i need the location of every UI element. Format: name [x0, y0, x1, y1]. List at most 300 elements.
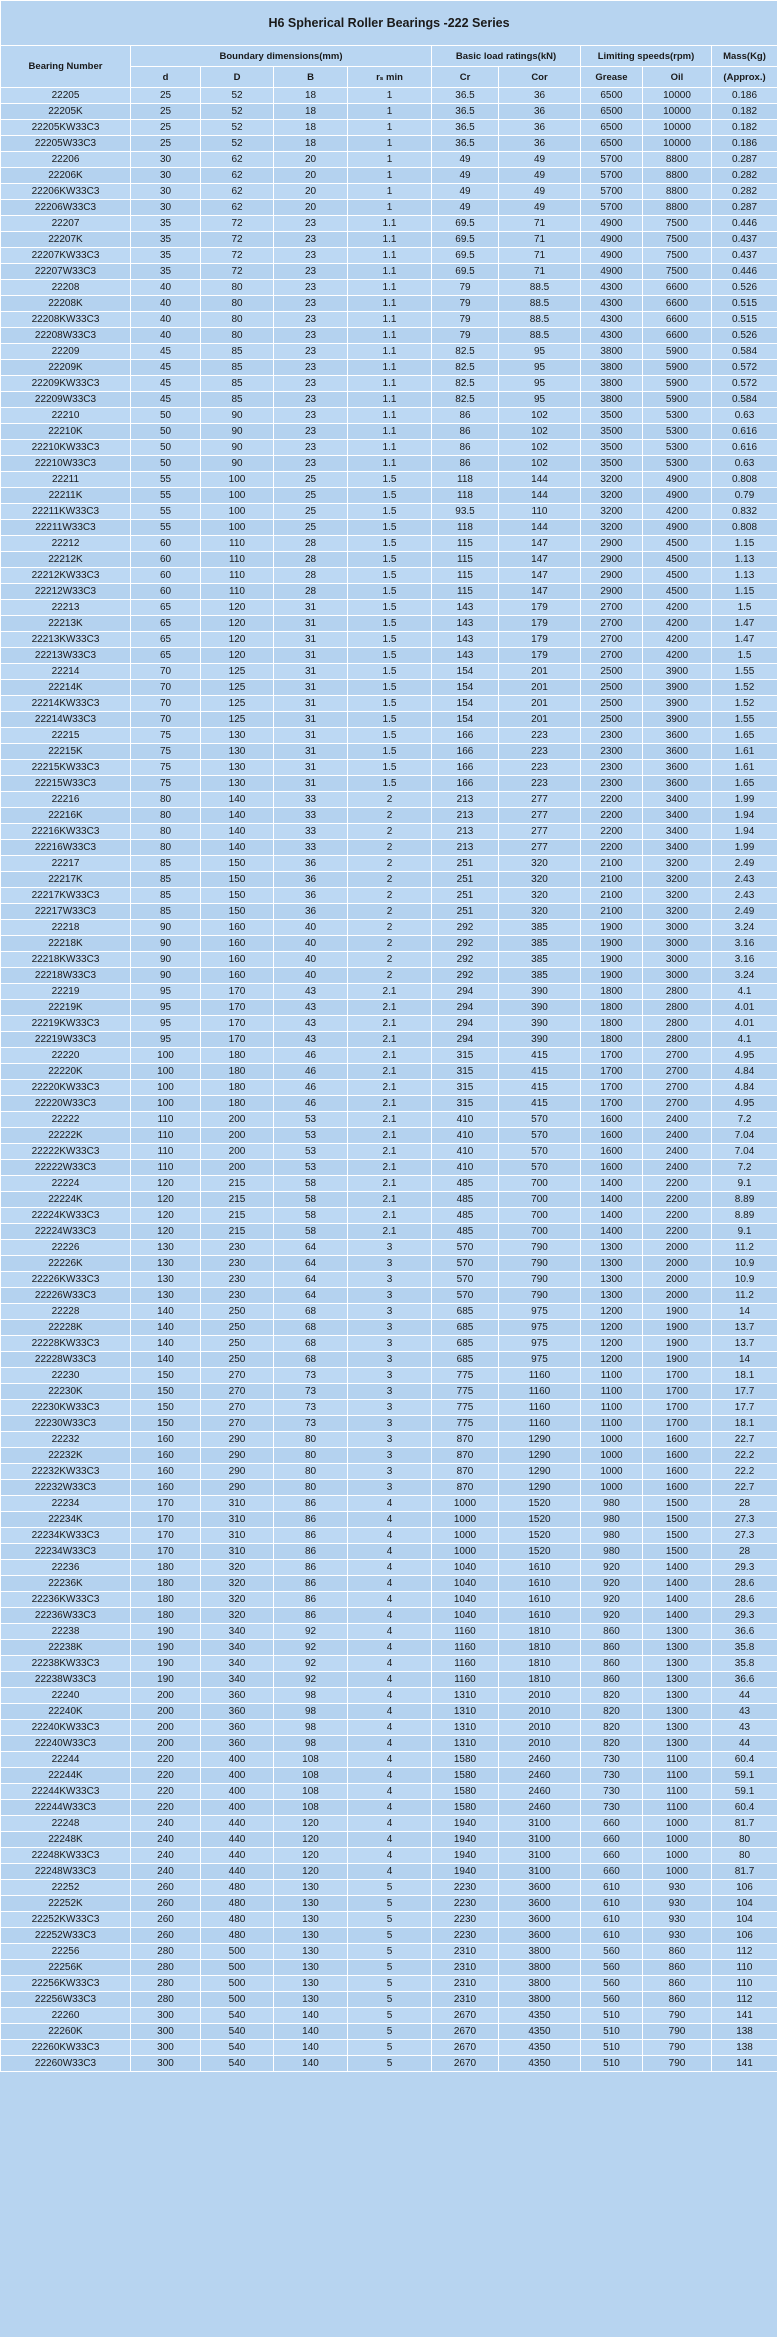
cell-width-b: 98: [274, 1688, 348, 1704]
cell-outer-diameter: 170: [201, 1016, 274, 1032]
cell-oil-speed: 1900: [643, 1336, 712, 1352]
cell-bore-d: 200: [131, 1704, 201, 1720]
cell-outer-diameter: 215: [201, 1208, 274, 1224]
table-row: [1, 696, 777, 712]
cell-cr: 213: [432, 840, 499, 856]
cell-oil-speed: 8800: [643, 168, 712, 184]
cell-outer-diameter: 120: [201, 648, 274, 664]
cell-cor: 1610: [499, 1576, 581, 1592]
cell-oil-speed: 860: [643, 1976, 712, 1992]
table-row: [1, 600, 777, 616]
cell-width-b: 40: [274, 968, 348, 984]
cell-mass: 1.52: [712, 696, 777, 712]
cell-grease-speed: 1300: [581, 1272, 643, 1288]
cell-rs-min: 4: [348, 1832, 432, 1848]
cell-mass: 2.43: [712, 872, 777, 888]
cell-rs-min: 4: [348, 1736, 432, 1752]
cell-mass: 0.808: [712, 520, 777, 536]
cell-cor: 2460: [499, 1784, 581, 1800]
cell-cor: 1290: [499, 1448, 581, 1464]
cell-width-b: 80: [274, 1480, 348, 1496]
cell-cor: 102: [499, 440, 581, 456]
cell-mass: 22.2: [712, 1448, 777, 1464]
cell-grease-speed: 3800: [581, 360, 643, 376]
cell-outer-diameter: 90: [201, 440, 274, 456]
cell-bore-d: 280: [131, 1992, 201, 2008]
cell-cor: 975: [499, 1320, 581, 1336]
cell-cor: 390: [499, 1032, 581, 1048]
cell-grease-speed: 1800: [581, 984, 643, 1000]
cell-oil-speed: 10000: [643, 88, 712, 104]
cell-bearing-number: 22220K: [1, 1064, 131, 1080]
table-row: [1, 1752, 777, 1768]
cell-cor: 1160: [499, 1400, 581, 1416]
cell-rs-min: 4: [348, 1624, 432, 1640]
table-row: [1, 968, 777, 984]
cell-oil-speed: 2000: [643, 1256, 712, 1272]
cell-oil-speed: 10000: [643, 104, 712, 120]
cell-mass: 1.55: [712, 712, 777, 728]
cell-bore-d: 90: [131, 920, 201, 936]
cell-rs-min: 2.1: [348, 1096, 432, 1112]
cell-width-b: 130: [274, 1880, 348, 1896]
cell-outer-diameter: 80: [201, 328, 274, 344]
cell-rs-min: 1.5: [348, 728, 432, 744]
cell-bearing-number: 22217K: [1, 872, 131, 888]
cell-rs-min: 1: [348, 168, 432, 184]
cell-oil-speed: 1400: [643, 1608, 712, 1624]
cell-bore-d: 85: [131, 856, 201, 872]
cell-outer-diameter: 130: [201, 776, 274, 792]
table-row: [1, 776, 777, 792]
cell-bearing-number: 22209W33C3: [1, 392, 131, 408]
cell-width-b: 46: [274, 1064, 348, 1080]
table-row: [1, 1816, 777, 1832]
cell-bearing-number: 22236: [1, 1560, 131, 1576]
cell-oil-speed: 3400: [643, 808, 712, 824]
cell-cor: 223: [499, 776, 581, 792]
cell-outer-diameter: 80: [201, 312, 274, 328]
cell-bore-d: 160: [131, 1432, 201, 1448]
cell-rs-min: 1.5: [348, 632, 432, 648]
cell-rs-min: 4: [348, 1592, 432, 1608]
cell-grease-speed: 1600: [581, 1128, 643, 1144]
cell-cr: 2670: [432, 2008, 499, 2024]
cell-cr: 2230: [432, 1912, 499, 1928]
cell-rs-min: 1.5: [348, 520, 432, 536]
cell-mass: 0.282: [712, 184, 777, 200]
cell-outer-diameter: 80: [201, 280, 274, 296]
cell-outer-diameter: 320: [201, 1576, 274, 1592]
cell-bearing-number: 22209K: [1, 360, 131, 376]
cell-rs-min: 3: [348, 1336, 432, 1352]
cell-mass: 35.8: [712, 1640, 777, 1656]
cell-grease-speed: 6500: [581, 136, 643, 152]
cell-rs-min: 3: [348, 1320, 432, 1336]
cell-cr: 294: [432, 1032, 499, 1048]
cell-bore-d: 150: [131, 1400, 201, 1416]
cell-rs-min: 4: [348, 1800, 432, 1816]
cell-rs-min: 4: [348, 1640, 432, 1656]
cell-bore-d: 40: [131, 328, 201, 344]
cell-oil-speed: 1300: [643, 1736, 712, 1752]
cell-outer-diameter: 400: [201, 1800, 274, 1816]
cell-rs-min: 1.1: [348, 248, 432, 264]
cell-width-b: 53: [274, 1112, 348, 1128]
table-row: [1, 1272, 777, 1288]
cell-outer-diameter: 170: [201, 1000, 274, 1016]
cell-cr: 2310: [432, 1992, 499, 2008]
cell-width-b: 31: [274, 696, 348, 712]
cell-rs-min: 4: [348, 1496, 432, 1512]
cell-mass: 112: [712, 1992, 777, 2008]
cell-cr: 143: [432, 632, 499, 648]
cell-rs-min: 1.5: [348, 504, 432, 520]
cell-bearing-number: 22240: [1, 1688, 131, 1704]
cell-cor: 415: [499, 1096, 581, 1112]
cell-oil-speed: 1900: [643, 1304, 712, 1320]
table-row: [1, 2024, 777, 2040]
cell-grease-speed: 1100: [581, 1384, 643, 1400]
table-row: [1, 1144, 777, 1160]
cell-grease-speed: 3200: [581, 520, 643, 536]
cell-outer-diameter: 200: [201, 1160, 274, 1176]
cell-bore-d: 120: [131, 1224, 201, 1240]
cell-oil-speed: 3600: [643, 760, 712, 776]
cell-width-b: 80: [274, 1464, 348, 1480]
cell-rs-min: 2.1: [348, 1208, 432, 1224]
cell-outer-diameter: 160: [201, 968, 274, 984]
cell-cr: 36.5: [432, 120, 499, 136]
cell-bearing-number: 22216W33C3: [1, 840, 131, 856]
cell-cr: 86: [432, 456, 499, 472]
cell-rs-min: 2.1: [348, 1112, 432, 1128]
cell-width-b: 18: [274, 104, 348, 120]
cell-grease-speed: 5700: [581, 168, 643, 184]
cell-outer-diameter: 72: [201, 232, 274, 248]
cell-cr: 143: [432, 648, 499, 664]
cell-width-b: 31: [274, 776, 348, 792]
cell-mass: 1.15: [712, 536, 777, 552]
cell-width-b: 86: [274, 1512, 348, 1528]
cell-cr: 251: [432, 856, 499, 872]
cell-rs-min: 1.5: [348, 584, 432, 600]
cell-grease-speed: 610: [581, 1912, 643, 1928]
table-row: [1, 824, 777, 840]
cell-rs-min: 1: [348, 104, 432, 120]
cell-grease-speed: 3500: [581, 424, 643, 440]
cell-cor: 102: [499, 424, 581, 440]
cell-cr: 775: [432, 1416, 499, 1432]
cell-bearing-number: 22238KW33C3: [1, 1656, 131, 1672]
cell-bore-d: 35: [131, 264, 201, 280]
cell-oil-speed: 3000: [643, 936, 712, 952]
cell-bearing-number: 22234KW33C3: [1, 1528, 131, 1544]
cell-width-b: 53: [274, 1160, 348, 1176]
cell-cr: 315: [432, 1064, 499, 1080]
cell-cr: 1940: [432, 1816, 499, 1832]
cell-rs-min: 2.1: [348, 1080, 432, 1096]
cell-cr: 485: [432, 1176, 499, 1192]
cell-oil-speed: 3000: [643, 952, 712, 968]
cell-cr: 69.5: [432, 264, 499, 280]
table-row: [1, 632, 777, 648]
cell-rs-min: 5: [348, 1896, 432, 1912]
cell-oil-speed: 3600: [643, 776, 712, 792]
cell-bore-d: 130: [131, 1240, 201, 1256]
cell-cor: 88.5: [499, 312, 581, 328]
cell-oil-speed: 1000: [643, 1832, 712, 1848]
cell-outer-diameter: 62: [201, 200, 274, 216]
cell-rs-min: 3: [348, 1464, 432, 1480]
cell-oil-speed: 2400: [643, 1144, 712, 1160]
cell-bearing-number: 22218K: [1, 936, 131, 952]
cell-grease-speed: 2700: [581, 648, 643, 664]
cell-oil-speed: 10000: [643, 136, 712, 152]
cell-bearing-number: 22230K: [1, 1384, 131, 1400]
cell-bearing-number: 22230W33C3: [1, 1416, 131, 1432]
cell-outer-diameter: 140: [201, 840, 274, 856]
cell-bearing-number: 22236K: [1, 1576, 131, 1592]
cell-outer-diameter: 125: [201, 712, 274, 728]
table-row: [1, 1400, 777, 1416]
cell-cor: 790: [499, 1240, 581, 1256]
cell-cr: 118: [432, 472, 499, 488]
cell-bearing-number: 22256K: [1, 1960, 131, 1976]
cell-width-b: 36: [274, 888, 348, 904]
cell-bore-d: 55: [131, 504, 201, 520]
cell-width-b: 86: [274, 1496, 348, 1512]
cell-bearing-number: 22213: [1, 600, 131, 616]
cell-cr: 685: [432, 1336, 499, 1352]
cell-outer-diameter: 230: [201, 1256, 274, 1272]
cell-bearing-number: 22218KW33C3: [1, 952, 131, 968]
cell-oil-speed: 1100: [643, 1768, 712, 1784]
cell-cor: 36: [499, 120, 581, 136]
cell-bearing-number: 22208KW33C3: [1, 312, 131, 328]
cell-bearing-number: 22226W33C3: [1, 1288, 131, 1304]
cell-rs-min: 1.5: [348, 488, 432, 504]
cell-bearing-number: 22240W33C3: [1, 1736, 131, 1752]
cell-cor: 4350: [499, 2008, 581, 2024]
cell-grease-speed: 820: [581, 1688, 643, 1704]
cell-bearing-number: 22219W33C3: [1, 1032, 131, 1048]
cell-width-b: 20: [274, 200, 348, 216]
cell-cor: 570: [499, 1144, 581, 1160]
cell-cor: 1520: [499, 1512, 581, 1528]
cell-rs-min: 2.1: [348, 1048, 432, 1064]
cell-rs-min: 1.1: [348, 376, 432, 392]
cell-bore-d: 100: [131, 1096, 201, 1112]
cell-mass: 1.65: [712, 728, 777, 744]
cell-cor: 102: [499, 456, 581, 472]
cell-bearing-number: 22207W33C3: [1, 264, 131, 280]
cell-oil-speed: 1300: [643, 1688, 712, 1704]
cell-width-b: 46: [274, 1048, 348, 1064]
cell-grease-speed: 560: [581, 1976, 643, 1992]
cell-oil-speed: 2000: [643, 1240, 712, 1256]
table-row: [1, 472, 777, 488]
cell-bearing-number: 22207KW33C3: [1, 248, 131, 264]
cell-cr: 166: [432, 728, 499, 744]
cell-bearing-number: 22208W33C3: [1, 328, 131, 344]
cell-cr: 685: [432, 1320, 499, 1336]
header-d: d: [131, 67, 201, 88]
cell-width-b: 86: [274, 1528, 348, 1544]
cell-mass: 0.282: [712, 168, 777, 184]
cell-grease-speed: 1900: [581, 920, 643, 936]
table-row: [1, 152, 777, 168]
cell-cor: 179: [499, 648, 581, 664]
cell-mass: 0.63: [712, 456, 777, 472]
cell-cr: 86: [432, 440, 499, 456]
cell-bore-d: 70: [131, 712, 201, 728]
cell-bore-d: 80: [131, 824, 201, 840]
cell-oil-speed: 1100: [643, 1800, 712, 1816]
cell-cor: 700: [499, 1192, 581, 1208]
table-row: [1, 920, 777, 936]
cell-cor: 201: [499, 680, 581, 696]
cell-grease-speed: 2700: [581, 632, 643, 648]
cell-cr: 1000: [432, 1528, 499, 1544]
cell-width-b: 108: [274, 1768, 348, 1784]
cell-bearing-number: 22236W33C3: [1, 1608, 131, 1624]
table-row: [1, 1912, 777, 1928]
cell-outer-diameter: 290: [201, 1448, 274, 1464]
cell-cr: 775: [432, 1400, 499, 1416]
cell-width-b: 140: [274, 2056, 348, 2072]
table-row: [1, 168, 777, 184]
cell-width-b: 98: [274, 1704, 348, 1720]
cell-width-b: 92: [274, 1640, 348, 1656]
cell-bearing-number: 22232: [1, 1432, 131, 1448]
cell-bearing-number: 22228K: [1, 1320, 131, 1336]
cell-rs-min: 1.1: [348, 456, 432, 472]
table-row: [1, 1304, 777, 1320]
cell-bearing-number: 22211W33C3: [1, 520, 131, 536]
cell-cr: 1040: [432, 1560, 499, 1576]
table-body: [1, 88, 777, 2072]
cell-mass: 2.49: [712, 904, 777, 920]
cell-bore-d: 260: [131, 1896, 201, 1912]
cell-oil-speed: 860: [643, 1944, 712, 1960]
cell-cor: 179: [499, 616, 581, 632]
cell-width-b: 33: [274, 824, 348, 840]
table-row: [1, 312, 777, 328]
cell-bore-d: 25: [131, 136, 201, 152]
cell-rs-min: 2: [348, 936, 432, 952]
cell-grease-speed: 5700: [581, 200, 643, 216]
cell-cor: 975: [499, 1352, 581, 1368]
cell-mass: 7.2: [712, 1112, 777, 1128]
cell-grease-speed: 1800: [581, 1016, 643, 1032]
cell-grease-speed: 2300: [581, 744, 643, 760]
cell-cor: 3600: [499, 1912, 581, 1928]
cell-grease-speed: 6500: [581, 104, 643, 120]
cell-cr: 2670: [432, 2024, 499, 2040]
table-row: [1, 760, 777, 776]
cell-cr: 870: [432, 1432, 499, 1448]
table-row: [1, 504, 777, 520]
cell-width-b: 23: [274, 312, 348, 328]
cell-cor: 1610: [499, 1608, 581, 1624]
cell-rs-min: 1.5: [348, 600, 432, 616]
cell-oil-speed: 4900: [643, 488, 712, 504]
cell-cr: 79: [432, 280, 499, 296]
cell-width-b: 73: [274, 1384, 348, 1400]
cell-width-b: 120: [274, 1864, 348, 1880]
cell-bearing-number: 22218: [1, 920, 131, 936]
cell-cr: 36.5: [432, 136, 499, 152]
table-row: [1, 1240, 777, 1256]
cell-cor: 1520: [499, 1528, 581, 1544]
cell-mass: 81.7: [712, 1816, 777, 1832]
cell-bore-d: 75: [131, 744, 201, 760]
cell-rs-min: 2.1: [348, 1064, 432, 1080]
cell-bearing-number: 22228KW33C3: [1, 1336, 131, 1352]
cell-rs-min: 1: [348, 152, 432, 168]
cell-grease-speed: 5700: [581, 184, 643, 200]
cell-cr: 570: [432, 1256, 499, 1272]
cell-bore-d: 110: [131, 1128, 201, 1144]
cell-oil-speed: 3900: [643, 696, 712, 712]
cell-bore-d: 45: [131, 376, 201, 392]
cell-outer-diameter: 72: [201, 216, 274, 232]
cell-rs-min: 2: [348, 856, 432, 872]
cell-width-b: 68: [274, 1336, 348, 1352]
cell-mass: 1.15: [712, 584, 777, 600]
cell-rs-min: 1: [348, 120, 432, 136]
cell-outer-diameter: 150: [201, 872, 274, 888]
cell-bore-d: 50: [131, 424, 201, 440]
cell-rs-min: 3: [348, 1288, 432, 1304]
cell-outer-diameter: 250: [201, 1304, 274, 1320]
cell-mass: 0.572: [712, 360, 777, 376]
cell-width-b: 73: [274, 1368, 348, 1384]
cell-oil-speed: 1400: [643, 1576, 712, 1592]
cell-cor: 2460: [499, 1752, 581, 1768]
cell-bearing-number: 22252: [1, 1880, 131, 1896]
cell-bearing-number: 22256KW33C3: [1, 1976, 131, 1992]
cell-cor: 3600: [499, 1880, 581, 1896]
cell-bore-d: 70: [131, 664, 201, 680]
cell-bore-d: 170: [131, 1544, 201, 1560]
cell-width-b: 80: [274, 1448, 348, 1464]
cell-cr: 410: [432, 1144, 499, 1160]
cell-outer-diameter: 290: [201, 1480, 274, 1496]
cell-cr: 1160: [432, 1640, 499, 1656]
cell-mass: 60.4: [712, 1800, 777, 1816]
cell-cr: 2310: [432, 1944, 499, 1960]
cell-cr: 154: [432, 664, 499, 680]
table-row: [1, 568, 777, 584]
cell-cor: 385: [499, 968, 581, 984]
cell-bore-d: 45: [131, 344, 201, 360]
cell-mass: 1.5: [712, 648, 777, 664]
cell-mass: 4.01: [712, 1016, 777, 1032]
cell-bore-d: 240: [131, 1816, 201, 1832]
cell-mass: 4.1: [712, 984, 777, 1000]
cell-oil-speed: 860: [643, 1960, 712, 1976]
cell-oil-speed: 1300: [643, 1672, 712, 1688]
cell-cor: 570: [499, 1112, 581, 1128]
cell-mass: 0.182: [712, 104, 777, 120]
cell-cr: 1160: [432, 1624, 499, 1640]
cell-oil-speed: 4900: [643, 520, 712, 536]
cell-width-b: 58: [274, 1192, 348, 1208]
cell-grease-speed: 3200: [581, 504, 643, 520]
cell-mass: 0.446: [712, 264, 777, 280]
